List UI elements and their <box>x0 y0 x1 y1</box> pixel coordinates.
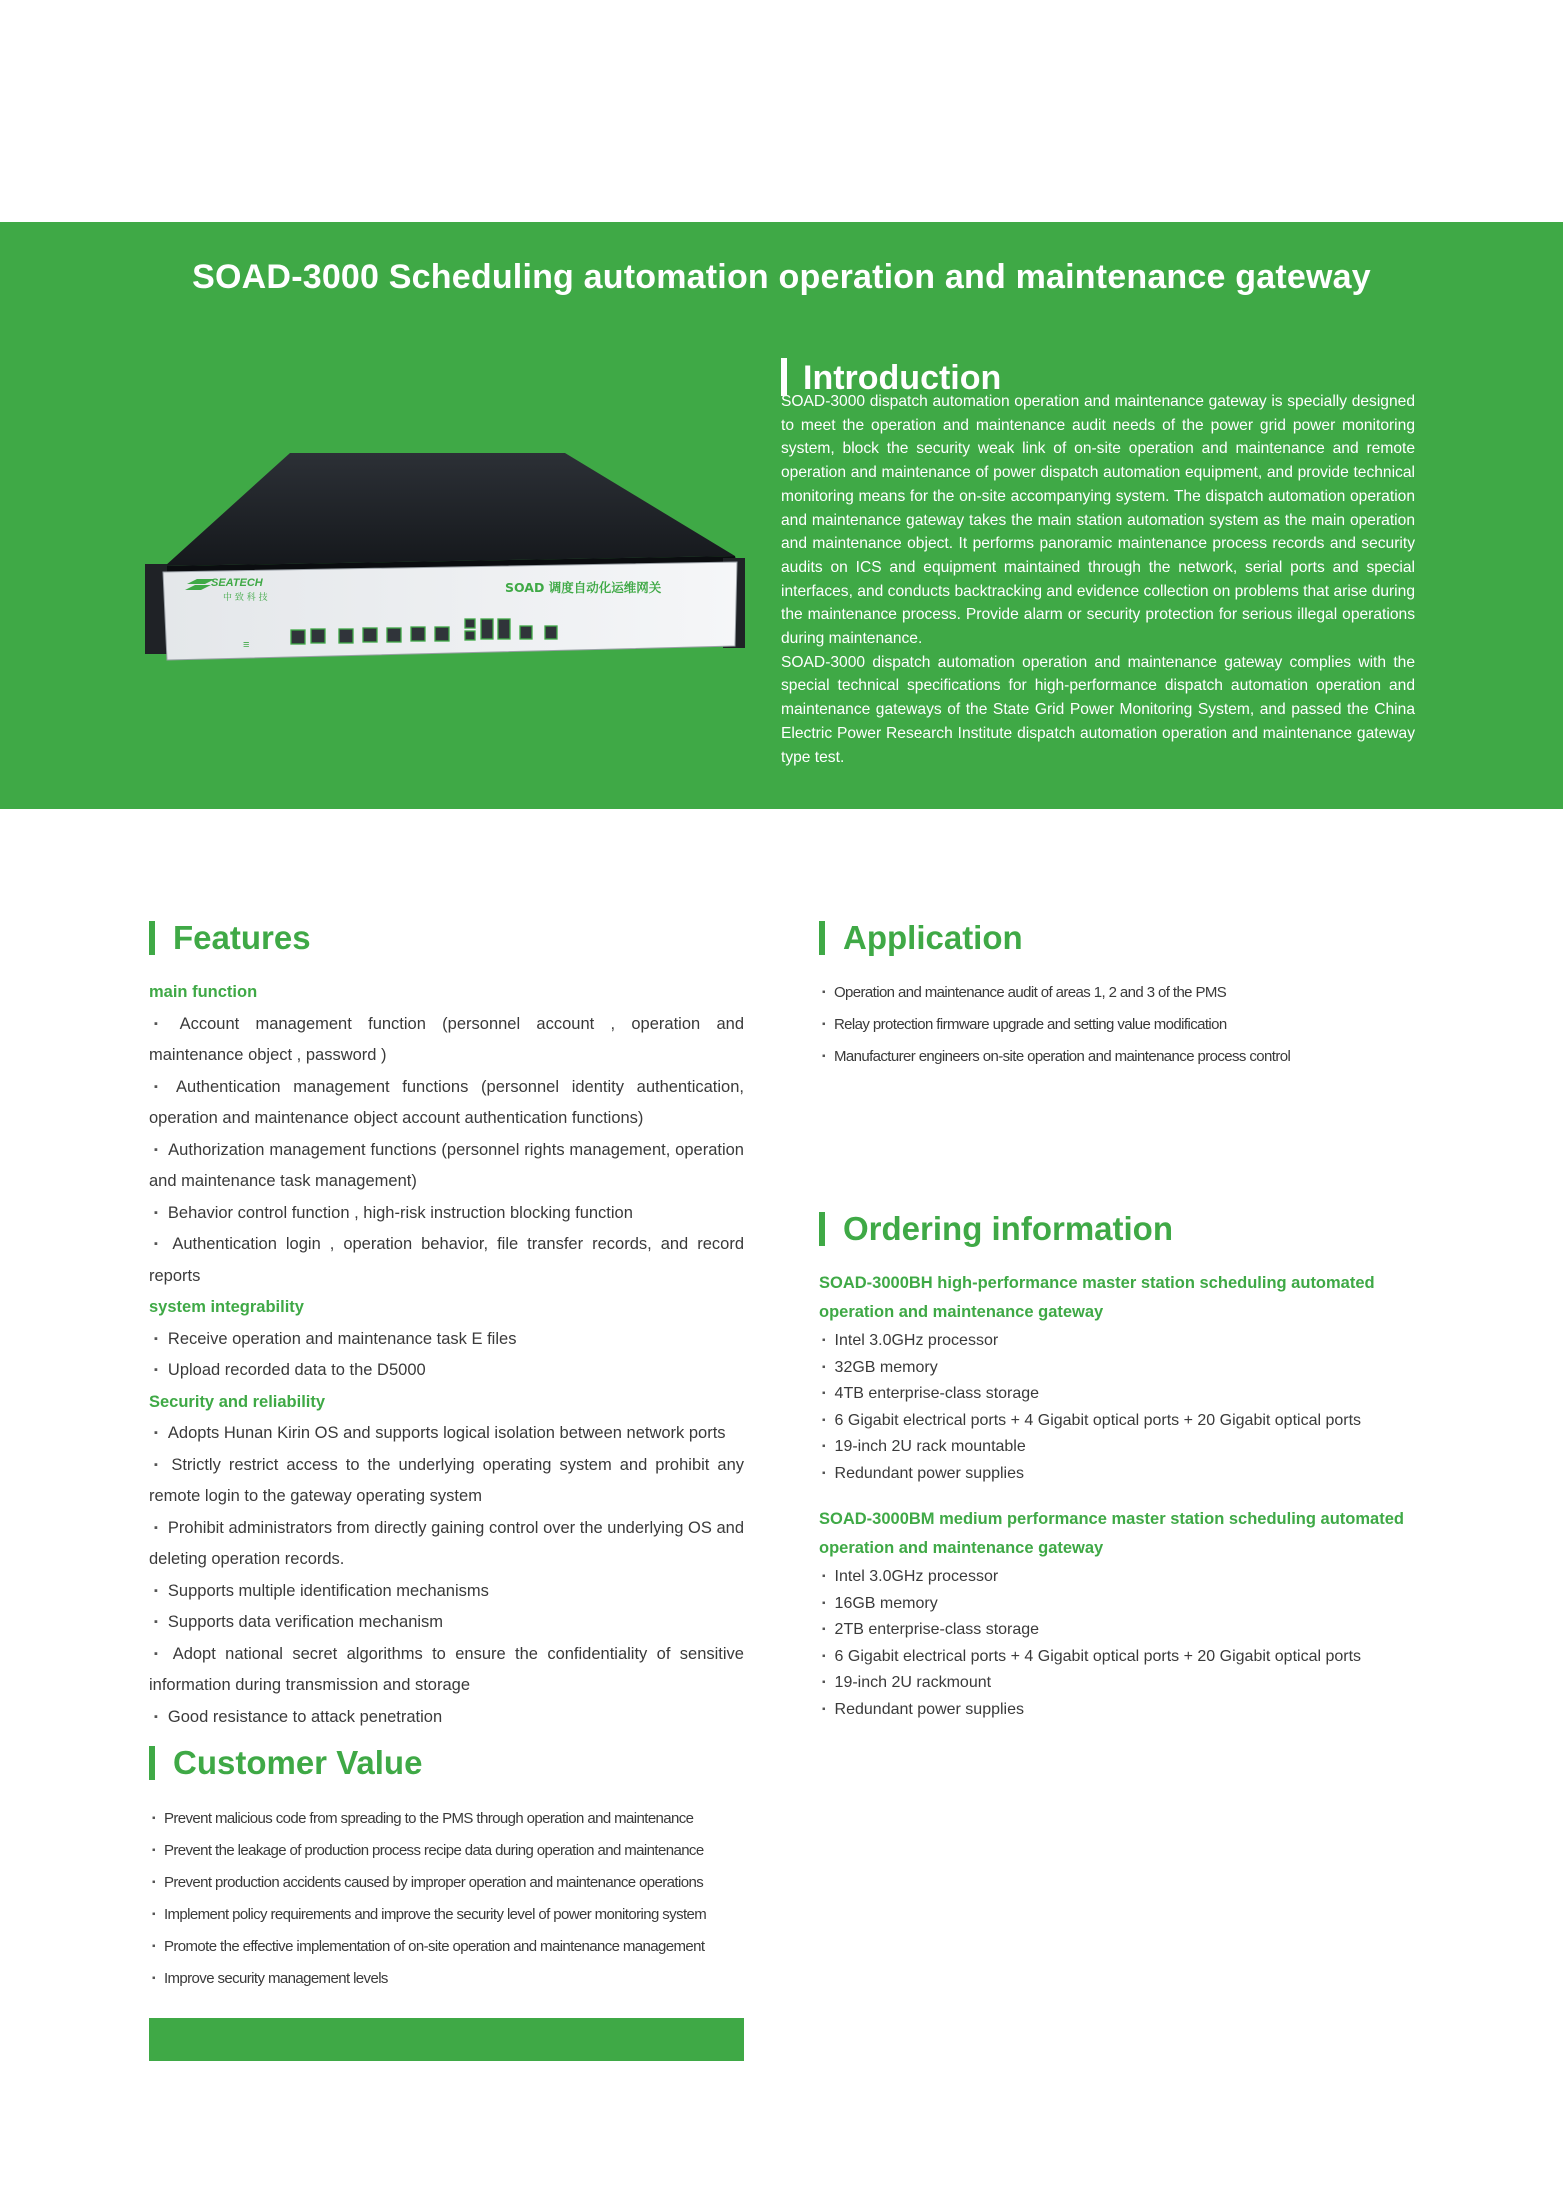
feature-item: ▪ Account management function (personnel account , operation and maintenance object , password ) <box>149 1009 744 1072</box>
ordering-model-bh <box>819 1269 1415 1487</box>
customer-value-item: ▪ Improve security management levels <box>149 1963 744 1995</box>
page-title: SOAD-3000 Scheduling automation operation and maintenance gateway <box>192 258 1371 296</box>
feature-item: ▪ Authentication management functions (personnel identity authentication, operation and maintenance object account authentication functions) <box>149 1072 744 1135</box>
application-item: ▪ Relay protection firmware upgrade and setting value modification <box>819 1009 1415 1041</box>
ordering-spec: ▪ Redundant power supplies <box>819 1461 1415 1488</box>
application-list <box>819 977 1415 1073</box>
introduction-heading: Introduction <box>781 358 1001 396</box>
ordering-spec: ▪ 19-inch 2U rack mountable <box>819 1434 1415 1461</box>
ordering-model-title: SOAD-3000BH high-performance master station scheduling automated operation and maintenance gateway <box>819 1274 1375 1321</box>
ordering-spec: ▪ Redundant power supplies <box>819 1697 1415 1724</box>
feature-item: ▪ Good resistance to attack penetration <box>149 1702 744 1734</box>
ordering-heading: Ordering information <box>819 1212 1173 1246</box>
feature-item: ▪ Supports multiple identification mechanisms <box>149 1576 744 1608</box>
feature-item: ▪ Upload recorded data to the D5000 <box>149 1355 744 1387</box>
feature-item: ▪ Adopt national secret algorithms to ensure the confidentiality of sensitive information during transmission and storage <box>149 1639 744 1702</box>
application-heading: Application <box>819 921 1023 955</box>
footer-bar <box>149 2018 744 2061</box>
customer-value-heading: Customer Value <box>149 1746 422 1780</box>
device-brand-cn: 中 致 科 技 <box>223 593 268 603</box>
ordering-spec: ▪ 32GB memory <box>819 1355 1415 1382</box>
ordering-spec: ▪ 6 Gigabit electrical ports + 4 Gigabit optical ports + 20 Gigabit optical ports <box>819 1644 1415 1671</box>
feature-item: ▪ Authorization management functions (personnel rights management, operation and maintenance task management) <box>149 1135 744 1198</box>
introduction-paragraph: SOAD-3000 dispatch automation operation and maintenance gateway complies with the special technical specifications for high-performance dispatch automation operation and maintenance gateways of the State Grid Power Monitoring System, and passed the China Electric Power Research Institute dispatch automation operation and maintenance gateway type test. <box>781 653 1415 766</box>
feature-item: ▪ Receive operation and maintenance task E files <box>149 1324 744 1356</box>
gateway-device-illustration <box>145 448 745 678</box>
customer-value-item: ▪ Promote the effective implementation of on-site operation and maintenance management <box>149 1931 744 1963</box>
customer-value-item: ▪ Implement policy requirements and improve the security level of power monitoring system <box>149 1899 744 1931</box>
ordering-spec: ▪ 19-inch 2U rackmount <box>819 1670 1415 1697</box>
introduction-text <box>781 390 1415 769</box>
feature-group-title: main function <box>149 983 258 1001</box>
ordering-spec: ▪ 16GB memory <box>819 1591 1415 1618</box>
ordering-spec: ▪ 2TB enterprise-class storage <box>819 1617 1415 1644</box>
ordering-spec: ▪ 6 Gigabit electrical ports + 4 Gigabit optical ports + 20 Gigabit optical ports <box>819 1408 1415 1435</box>
features-heading: Features <box>149 921 311 955</box>
feature-item: ▪ Adopts Hunan Kirin OS and supports logical isolation between network ports <box>149 1418 744 1450</box>
feature-item: ▪ Prohibit administrators from directly gaining control over the underlying OS and deleting operation records. <box>149 1513 744 1576</box>
feature-item: ▪ Strictly restrict access to the underlying operating system and prohibit any remote login to the gateway operating system <box>149 1450 744 1513</box>
ordering-spec: ▪ Intel 3.0GHz processor <box>819 1564 1415 1591</box>
features-list <box>149 977 744 1733</box>
ordering-model-title: SOAD-3000BM medium performance master station scheduling automated operation and maintenance gateway <box>819 1510 1404 1557</box>
introduction-paragraph: SOAD-3000 dispatch automation operation and maintenance gateway is specially designed to meet the operation and maintenance audit needs of the power grid power monitoring system, block the security weak link of on-site operation and maintenance and remote operation and maintenance of power dispatch automation equipment, and provide technical monitoring means for the on-site accompanying system. The dispatch automation operation and maintenance gateway takes the main station automation system as the main operation and maintenance object. It performs panoramic maintenance process records and security audits on ICS and equipment maintained through the network, serial ports and special interfaces, and conducts backtracking and evidence collection on problems that arise during the maintenance process. Provide alarm or security protection for serious illegal operations during maintenance. <box>781 393 1415 648</box>
feature-group-title: system integrability <box>149 1298 304 1316</box>
ordering-spec: ▪ 4TB enterprise-class storage <box>819 1381 1415 1408</box>
feature-item: ▪ Authentication login , operation behavior, file transfer records, and record reports <box>149 1229 744 1292</box>
device-brand: SEATECH <box>211 577 263 589</box>
svg-text:≡: ≡ <box>243 639 250 651</box>
application-item: ▪ Manufacturer engineers on-site operation and maintenance process control <box>819 1041 1415 1073</box>
ordering-model-bm <box>819 1505 1415 1723</box>
customer-value-item: ▪ Prevent production accidents caused by improper operation and maintenance operations <box>149 1867 744 1899</box>
device-label: SOAD 调度自动化运维网关 <box>505 580 662 595</box>
feature-item: ▪ Supports data verification mechanism <box>149 1607 744 1639</box>
feature-group-title: Security and reliability <box>149 1392 326 1411</box>
customer-value-list <box>149 1803 744 1995</box>
application-item: ▪ Operation and maintenance audit of areas 1, 2 and 3 of the PMS <box>819 977 1415 1009</box>
customer-value-item: ▪ Prevent malicious code from spreading to the PMS through operation and maintenance <box>149 1803 744 1835</box>
ordering-spec: ▪ Intel 3.0GHz processor <box>819 1328 1415 1355</box>
customer-value-item: ▪ Prevent the leakage of production process recipe data during operation and maintenance <box>149 1835 744 1867</box>
feature-item: ▪ Behavior control function , high-risk instruction blocking function <box>149 1198 744 1230</box>
